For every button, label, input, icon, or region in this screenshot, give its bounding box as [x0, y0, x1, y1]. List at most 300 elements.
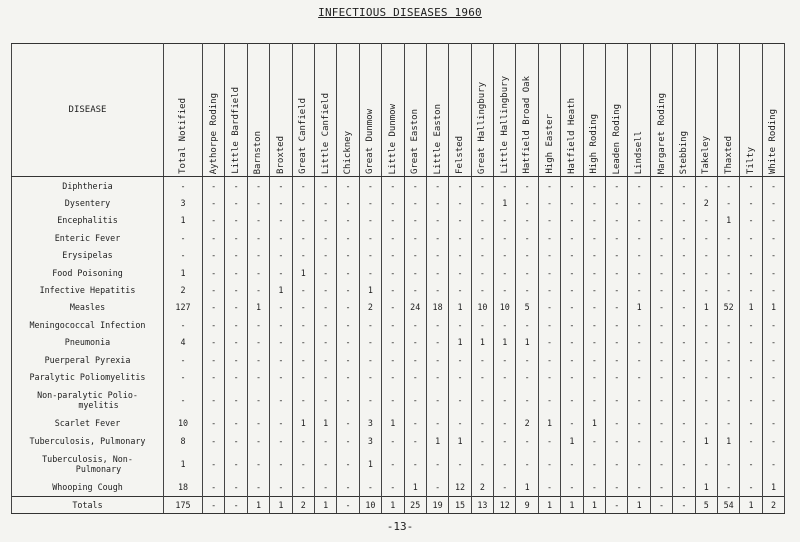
count-cell: -: [695, 334, 717, 351]
count-cell: -: [583, 368, 605, 385]
count-cell: 2: [471, 478, 493, 496]
count-cell: -: [673, 264, 695, 281]
count-cell: -: [561, 351, 583, 368]
count-cell: -: [516, 212, 538, 229]
count-cell: -: [270, 334, 292, 351]
count-cell: -: [337, 334, 359, 351]
table-row: [12, 432, 785, 449]
count-cell: -: [650, 247, 672, 264]
count-cell: -: [740, 386, 762, 415]
count-cell: -: [426, 415, 448, 432]
count-cell: -: [292, 281, 314, 298]
count-cell: -: [583, 316, 605, 333]
count-cell: -: [292, 194, 314, 211]
column-header-label: Tilty: [746, 146, 757, 174]
count-cell: -: [203, 299, 225, 316]
count-cell: -: [382, 478, 404, 496]
count-cell: -: [359, 247, 381, 264]
count-cell: -: [292, 449, 314, 478]
count-cell: -: [225, 386, 247, 415]
count-cell: -: [270, 368, 292, 385]
count-cell: -: [382, 177, 404, 195]
count-cell: -: [583, 432, 605, 449]
count-cell: -: [382, 281, 404, 298]
disease-name-text: Measles: [69, 302, 106, 313]
count-cell: -: [717, 415, 739, 432]
count-cell: -: [337, 478, 359, 496]
count-cell: 1: [292, 264, 314, 281]
total-cell: 1: [382, 496, 404, 513]
count-cell: -: [337, 449, 359, 478]
count-cell: -: [449, 351, 471, 368]
count-cell: -: [247, 415, 269, 432]
page-number: -13-: [386, 520, 414, 533]
count-cell: -: [650, 316, 672, 333]
column-header: [494, 44, 516, 177]
count-cell: -: [382, 194, 404, 211]
count-cell: 1: [382, 415, 404, 432]
column-header-label: Great Easton: [410, 108, 421, 174]
column-header: [740, 44, 762, 177]
column-header-label: Lindsell: [634, 130, 645, 174]
count-cell: -: [494, 449, 516, 478]
column-header: [695, 44, 717, 177]
column-header: [270, 44, 292, 177]
count-cell: -: [494, 316, 516, 333]
count-cell: -: [695, 247, 717, 264]
count-cell: -: [359, 478, 381, 496]
table-row: [12, 281, 785, 298]
count-cell: -: [164, 247, 203, 264]
count-cell: 24: [404, 299, 426, 316]
count-cell: -: [225, 415, 247, 432]
total-cell: 1: [561, 496, 583, 513]
count-cell: -: [538, 299, 560, 316]
disease-name: [12, 316, 164, 333]
count-cell: -: [740, 229, 762, 246]
count-cell: -: [270, 449, 292, 478]
count-cell: -: [314, 351, 336, 368]
count-cell: -: [695, 316, 717, 333]
column-header: [164, 44, 203, 177]
count-cell: -: [538, 229, 560, 246]
totals-label: [12, 496, 164, 513]
count-cell: -: [740, 316, 762, 333]
count-cell: -: [695, 351, 717, 368]
count-cell: -: [695, 368, 717, 385]
count-cell: -: [292, 212, 314, 229]
count-cell: 1: [471, 334, 493, 351]
count-cell: -: [606, 177, 628, 195]
column-header: [382, 44, 404, 177]
count-cell: -: [203, 449, 225, 478]
count-cell: -: [740, 334, 762, 351]
count-cell: -: [426, 264, 448, 281]
count-cell: -: [650, 212, 672, 229]
count-cell: -: [426, 212, 448, 229]
count-cell: -: [628, 212, 650, 229]
count-cell: -: [494, 432, 516, 449]
count-cell: -: [740, 415, 762, 432]
count-cell: -: [225, 194, 247, 211]
count-cell: -: [538, 449, 560, 478]
count-cell: 1: [494, 194, 516, 211]
count-cell: -: [314, 386, 336, 415]
count-cell: -: [247, 281, 269, 298]
count-cell: -: [628, 229, 650, 246]
count-cell: -: [516, 449, 538, 478]
count-cell: -: [292, 177, 314, 195]
count-cell: 1: [359, 449, 381, 478]
count-cell: -: [225, 368, 247, 385]
count-cell: -: [426, 316, 448, 333]
count-cell: -: [382, 449, 404, 478]
count-cell: 1: [404, 478, 426, 496]
count-cell: -: [516, 316, 538, 333]
count-cell: -: [606, 386, 628, 415]
count-cell: -: [628, 194, 650, 211]
count-cell: -: [650, 264, 672, 281]
count-cell: -: [382, 247, 404, 264]
disease-name-text: Infective Hepatitis: [39, 285, 136, 296]
count-cell: -: [695, 177, 717, 195]
column-header-label: Thaxted: [723, 136, 734, 174]
column-header: [292, 44, 314, 177]
count-cell: -: [270, 299, 292, 316]
count-cell: -: [225, 316, 247, 333]
count-cell: -: [471, 281, 493, 298]
column-header: [471, 44, 493, 177]
count-cell: -: [292, 386, 314, 415]
count-cell: 1: [359, 281, 381, 298]
total-cell: 12: [494, 496, 516, 513]
count-cell: 10: [164, 415, 203, 432]
count-cell: -: [404, 351, 426, 368]
count-cell: -: [740, 281, 762, 298]
count-cell: -: [673, 432, 695, 449]
column-header-label: Barnston: [253, 130, 264, 174]
column-header-label: White Roding: [768, 108, 779, 174]
count-cell: -: [673, 316, 695, 333]
count-cell: -: [516, 386, 538, 415]
count-cell: -: [164, 368, 203, 385]
count-cell: -: [606, 351, 628, 368]
count-cell: -: [247, 351, 269, 368]
count-cell: -: [606, 247, 628, 264]
disease-name: [12, 177, 164, 195]
count-cell: -: [673, 449, 695, 478]
count-cell: -: [717, 247, 739, 264]
count-cell: -: [203, 478, 225, 496]
column-header: [337, 44, 359, 177]
count-cell: -: [561, 299, 583, 316]
count-cell: -: [449, 264, 471, 281]
count-cell: -: [270, 316, 292, 333]
total-cell: 2: [762, 496, 784, 513]
count-cell: -: [740, 194, 762, 211]
count-cell: -: [673, 415, 695, 432]
count-cell: -: [471, 194, 493, 211]
disease-name: [12, 247, 164, 264]
count-cell: -: [650, 386, 672, 415]
count-cell: -: [538, 247, 560, 264]
count-cell: -: [449, 212, 471, 229]
table-row: [12, 212, 785, 229]
count-cell: -: [270, 432, 292, 449]
count-cell: -: [561, 177, 583, 195]
table-row: [12, 247, 785, 264]
column-header-label: Hatfield Broad Oak: [522, 76, 533, 174]
count-cell: -: [673, 334, 695, 351]
disease-name-text: Puerperal Pyrexia: [44, 354, 131, 365]
count-cell: -: [426, 449, 448, 478]
count-cell: 1: [762, 478, 784, 496]
count-cell: -: [762, 334, 784, 351]
count-cell: -: [247, 449, 269, 478]
count-cell: -: [494, 264, 516, 281]
total-cell: -: [606, 496, 628, 513]
count-cell: -: [762, 432, 784, 449]
disease-name: [12, 229, 164, 246]
count-cell: -: [762, 264, 784, 281]
count-cell: -: [164, 351, 203, 368]
count-cell: -: [225, 334, 247, 351]
column-header: [650, 44, 672, 177]
count-cell: -: [314, 264, 336, 281]
count-cell: -: [740, 351, 762, 368]
count-cell: -: [404, 264, 426, 281]
count-cell: -: [717, 334, 739, 351]
count-cell: -: [740, 177, 762, 195]
count-cell: -: [359, 177, 381, 195]
disease-name-text: Scarlet Fever: [54, 418, 121, 429]
count-cell: -: [471, 351, 493, 368]
count-cell: -: [762, 386, 784, 415]
count-cell: -: [516, 247, 538, 264]
table-row: [12, 386, 785, 415]
disease-name: [12, 386, 164, 415]
count-cell: -: [762, 177, 784, 195]
count-cell: -: [471, 264, 493, 281]
count-cell: 1: [164, 264, 203, 281]
count-cell: -: [717, 264, 739, 281]
count-cell: -: [516, 368, 538, 385]
count-cell: 1: [449, 334, 471, 351]
count-cell: -: [225, 299, 247, 316]
table-row: [12, 299, 785, 316]
count-cell: -: [561, 449, 583, 478]
count-cell: -: [359, 229, 381, 246]
count-cell: -: [606, 432, 628, 449]
count-cell: -: [404, 247, 426, 264]
count-cell: -: [203, 368, 225, 385]
count-cell: -: [538, 281, 560, 298]
count-cell: 1: [717, 212, 739, 229]
count-cell: -: [695, 449, 717, 478]
column-header-label: Hatfield Heath: [566, 98, 577, 174]
count-cell: -: [292, 229, 314, 246]
count-cell: -: [762, 247, 784, 264]
count-cell: -: [292, 368, 314, 385]
count-cell: -: [337, 247, 359, 264]
count-cell: -: [471, 386, 493, 415]
count-cell: -: [583, 264, 605, 281]
column-header-label: Leaden Roding: [611, 103, 622, 174]
table-row: [12, 351, 785, 368]
count-cell: -: [561, 229, 583, 246]
count-cell: -: [359, 264, 381, 281]
count-cell: -: [247, 316, 269, 333]
count-cell: -: [516, 229, 538, 246]
count-cell: -: [583, 247, 605, 264]
page-title: INFECTIOUS DISEASES 1960: [318, 6, 482, 19]
count-cell: 127: [164, 299, 203, 316]
count-cell: -: [583, 212, 605, 229]
count-cell: -: [740, 212, 762, 229]
count-cell: -: [426, 351, 448, 368]
count-cell: -: [337, 212, 359, 229]
disease-name: [12, 334, 164, 351]
count-cell: -: [494, 247, 516, 264]
count-cell: -: [494, 386, 516, 415]
count-cell: -: [717, 194, 739, 211]
count-cell: -: [762, 449, 784, 478]
count-cell: -: [314, 247, 336, 264]
column-header-label: Takeley: [701, 136, 712, 174]
count-cell: -: [314, 449, 336, 478]
disease-name-text: Tuberculosis, Pulmonary: [29, 435, 146, 446]
total-cell: 10: [359, 496, 381, 513]
count-cell: -: [337, 432, 359, 449]
count-cell: -: [494, 368, 516, 385]
count-cell: -: [650, 478, 672, 496]
count-cell: -: [494, 212, 516, 229]
count-cell: -: [449, 229, 471, 246]
count-cell: -: [247, 386, 269, 415]
totals-row: [12, 496, 785, 513]
count-cell: -: [404, 386, 426, 415]
column-header-label: Total Notified: [178, 98, 188, 174]
count-cell: -: [673, 212, 695, 229]
count-cell: -: [606, 368, 628, 385]
total-cell: 13: [471, 496, 493, 513]
count-cell: -: [673, 299, 695, 316]
count-cell: -: [426, 386, 448, 415]
disease-name-text: Non-paralytic Polio-: [37, 390, 138, 401]
count-cell: -: [292, 334, 314, 351]
count-cell: -: [314, 432, 336, 449]
count-cell: -: [382, 299, 404, 316]
disease-name: [12, 432, 164, 449]
count-cell: -: [449, 449, 471, 478]
count-cell: -: [538, 212, 560, 229]
count-cell: -: [449, 247, 471, 264]
count-cell: 1: [449, 299, 471, 316]
count-cell: -: [247, 334, 269, 351]
disease-name-text: Whooping Cough: [52, 482, 123, 493]
count-cell: -: [717, 229, 739, 246]
count-cell: -: [225, 264, 247, 281]
count-cell: -: [494, 177, 516, 195]
column-header-label: Little Canfield: [320, 92, 331, 174]
column-header-label: Little Hallingbury: [499, 76, 510, 174]
count-cell: -: [628, 316, 650, 333]
count-cell: 1: [740, 299, 762, 316]
count-cell: 5: [516, 299, 538, 316]
count-cell: -: [673, 368, 695, 385]
count-cell: -: [225, 229, 247, 246]
count-cell: -: [314, 281, 336, 298]
total-cell: 54: [717, 496, 739, 513]
count-cell: -: [314, 194, 336, 211]
count-cell: -: [762, 316, 784, 333]
table-row: [12, 415, 785, 432]
count-cell: -: [583, 478, 605, 496]
column-header: [314, 44, 336, 177]
count-cell: -: [449, 368, 471, 385]
count-cell: -: [673, 194, 695, 211]
infectious-diseases-table: [11, 43, 785, 514]
total-cell: 1: [628, 496, 650, 513]
count-cell: -: [426, 478, 448, 496]
disease-name: [12, 351, 164, 368]
column-header-label: High Roding: [589, 114, 600, 174]
count-cell: -: [583, 281, 605, 298]
count-cell: -: [606, 334, 628, 351]
count-cell: 1: [494, 334, 516, 351]
disease-name: [12, 415, 164, 432]
count-cell: -: [382, 351, 404, 368]
count-cell: -: [337, 415, 359, 432]
count-cell: -: [314, 316, 336, 333]
count-cell: 1: [538, 415, 560, 432]
disease-name: [12, 368, 164, 385]
column-header: [516, 44, 538, 177]
count-cell: -: [762, 415, 784, 432]
count-cell: -: [606, 299, 628, 316]
column-header-label: Broxted: [275, 136, 286, 174]
disease-name-text: Totals: [72, 499, 103, 510]
count-cell: -: [292, 478, 314, 496]
count-cell: -: [538, 264, 560, 281]
count-cell: 2: [516, 415, 538, 432]
table-row: [12, 264, 785, 281]
count-cell: -: [404, 316, 426, 333]
count-cell: -: [695, 386, 717, 415]
count-cell: -: [359, 368, 381, 385]
count-cell: -: [650, 177, 672, 195]
column-header: [225, 44, 247, 177]
count-cell: -: [203, 281, 225, 298]
count-cell: -: [270, 177, 292, 195]
count-cell: -: [673, 386, 695, 415]
count-cell: -: [203, 177, 225, 195]
disease-name-text: Pneumonia: [64, 337, 111, 348]
count-cell: -: [449, 386, 471, 415]
column-header: [203, 44, 225, 177]
column-header-label: Margaret Roding: [656, 92, 667, 174]
count-cell: -: [426, 281, 448, 298]
count-cell: -: [292, 247, 314, 264]
disease-name-text: Diphtheria: [62, 180, 113, 191]
count-cell: -: [650, 334, 672, 351]
count-cell: -: [382, 432, 404, 449]
count-cell: 3: [359, 432, 381, 449]
count-cell: -: [292, 316, 314, 333]
count-cell: -: [494, 478, 516, 496]
column-header: [449, 44, 471, 177]
count-cell: -: [404, 368, 426, 385]
